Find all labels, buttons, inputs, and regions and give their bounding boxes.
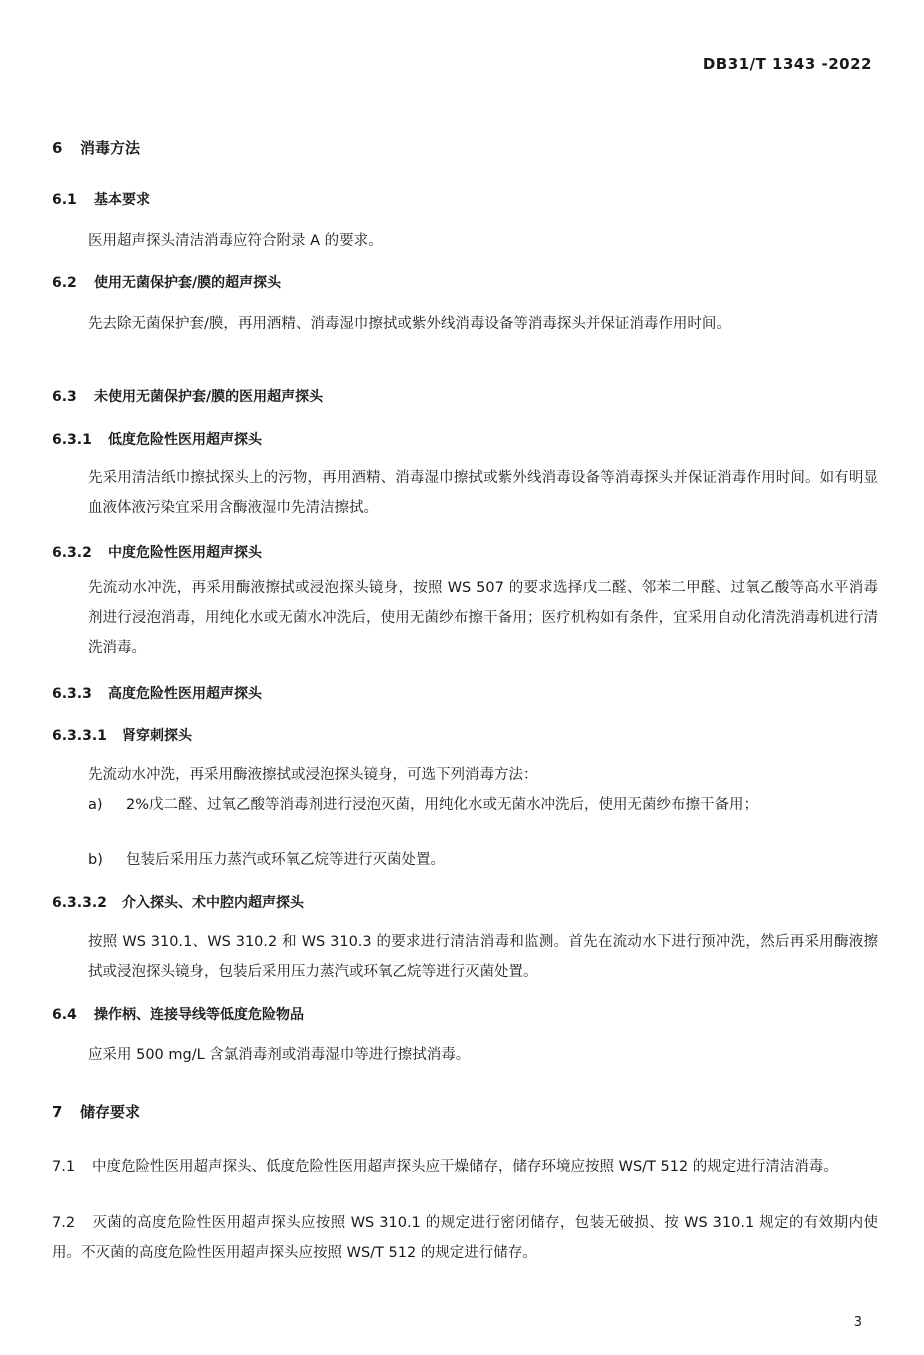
section-6-3-2-text: 先流动水冲洗，再采用酶液擦拭或浸泡探头镜身，按照 WS 507 的要求选择戊二醛、邻苯二甲醛、过氧乙酸等高水平消毒剂进行浸泡消毒，用纯化水或无菌水冲洗后，使用无菌纱布擦干备用；医疗机构如有条件，宜采用自动化清洗消毒机进行清洗消毒。: [88, 580, 878, 656]
section-6-2-text: 先去除无菌保护套/膜，再用酒精、消毒湿巾擦拭或紫外线消毒设备等消毒探头并保证消毒作用时间。: [88, 316, 731, 332]
list-marker: a): [88, 797, 103, 813]
section-number: 6.3.3.2: [52, 895, 107, 911]
section-number: 6.2: [52, 275, 77, 291]
section-number: 6.3.3: [52, 686, 92, 702]
section-number: 6.3.1: [52, 432, 92, 448]
section-number: 6.4: [52, 1007, 77, 1023]
section-text: 中度危险性医用超声探头、低度危险性医用超声探头应干燥储存，储存环境应按照 WS/T 512 的规定进行清洁消毒。: [92, 1159, 838, 1175]
section-6-3-3-2-heading: [52, 892, 304, 912]
section-6-3-1-heading: [52, 429, 262, 449]
section-text: 灭菌的高度危险性医用超声探头应按照 WS 310.1 的规定进行密闭储存，包装无破损、按 WS 310.1 规定的有效期内使用。不灭菌的高度危险性医用超声探头应按照 WS/T 512 的规定进行储存。: [52, 1215, 878, 1261]
section-7-1: [52, 1152, 878, 1182]
list-item: [88, 845, 878, 875]
section-title: 未使用无菌保护套/膜的医用超声探头: [94, 389, 324, 405]
section-number: 6: [52, 139, 63, 157]
section-title: 中度危险性医用超声探头: [108, 545, 262, 561]
section-6-1-text: 医用超声探头清洁消毒应符合附录 A 的要求。: [88, 233, 383, 249]
section-number: 6.1: [52, 192, 77, 208]
section-number: 7.2: [52, 1215, 76, 1231]
section-number: 6.3.3.1: [52, 728, 107, 744]
section-6-2-heading: [52, 272, 281, 292]
section-title: 使用无菌保护套/膜的超声探头: [94, 275, 282, 291]
section-6-3-3-1-heading: [52, 725, 192, 745]
section-title: 储存要求: [80, 1103, 141, 1121]
section-number: 6.3: [52, 389, 77, 405]
section-title: 操作柄、连接导线等低度危险物品: [94, 1007, 304, 1023]
section-number: 6.3.2: [52, 545, 92, 561]
section-title: 基本要求: [94, 192, 150, 208]
section-title: 介入探头、术中腔内超声探头: [122, 895, 304, 911]
section-title: 消毒方法: [80, 139, 141, 157]
section-title: 低度危险性医用超声探头: [108, 432, 262, 448]
section-title: 高度危险性医用超声探头: [108, 686, 262, 702]
section-title: 肾穿刺探头: [122, 728, 192, 744]
section-6-3-3-heading: [52, 683, 262, 703]
document-number: DB31/T 1343 -2022: [702, 55, 872, 73]
list-item: [88, 790, 878, 820]
section-6-1-heading: [52, 189, 150, 209]
page-number: 3: [853, 1315, 862, 1330]
list-text: 2%戊二醛、过氧乙酸等消毒剂进行浸泡灭菌，用纯化水或无菌水冲洗后，使用无菌纱布擦干备用；: [126, 797, 758, 813]
section-6-3-3-2-text: 按照 WS 310.1、WS 310.2 和 WS 310.3 的要求进行清洁消毒和监测。首先在流动水下进行预冲洗，然后再采用酶液擦拭或浸泡探头镜身，包装后采用压力蒸汽或环氧乙烷等进行灭菌处置。: [88, 934, 878, 980]
section-7-2: [52, 1208, 878, 1268]
section-6-4-text: 应采用 500 mg/L 含氯消毒剂或消毒湿巾等进行擦拭消毒。: [88, 1047, 471, 1063]
section-number: 7: [52, 1103, 63, 1121]
section-6-3-heading: [52, 386, 323, 406]
section-6-4-heading: [52, 1004, 304, 1024]
section-number: 7.1: [52, 1159, 76, 1175]
section-6-3-2-heading: [52, 542, 262, 562]
list-text: 包装后采用压力蒸汽或环氧乙烷等进行灭菌处置。: [126, 852, 445, 868]
section-6-3-3-1-text: 先流动水冲洗，再采用酶液擦拭或浸泡探头镜身，可选下列消毒方法：: [88, 767, 538, 783]
list-marker: b): [88, 852, 103, 868]
section-6-heading: [52, 137, 140, 158]
section-7-heading: [52, 1101, 140, 1122]
section-6-3-1-text: 先采用清洁纸巾擦拭探头上的污物，再用酒精、消毒湿巾擦拭或紫外线消毒设备等消毒探头并保证消毒作用时间。如有明显血液体液污染宜采用含酶液湿巾先清洁擦拭。: [88, 470, 878, 516]
